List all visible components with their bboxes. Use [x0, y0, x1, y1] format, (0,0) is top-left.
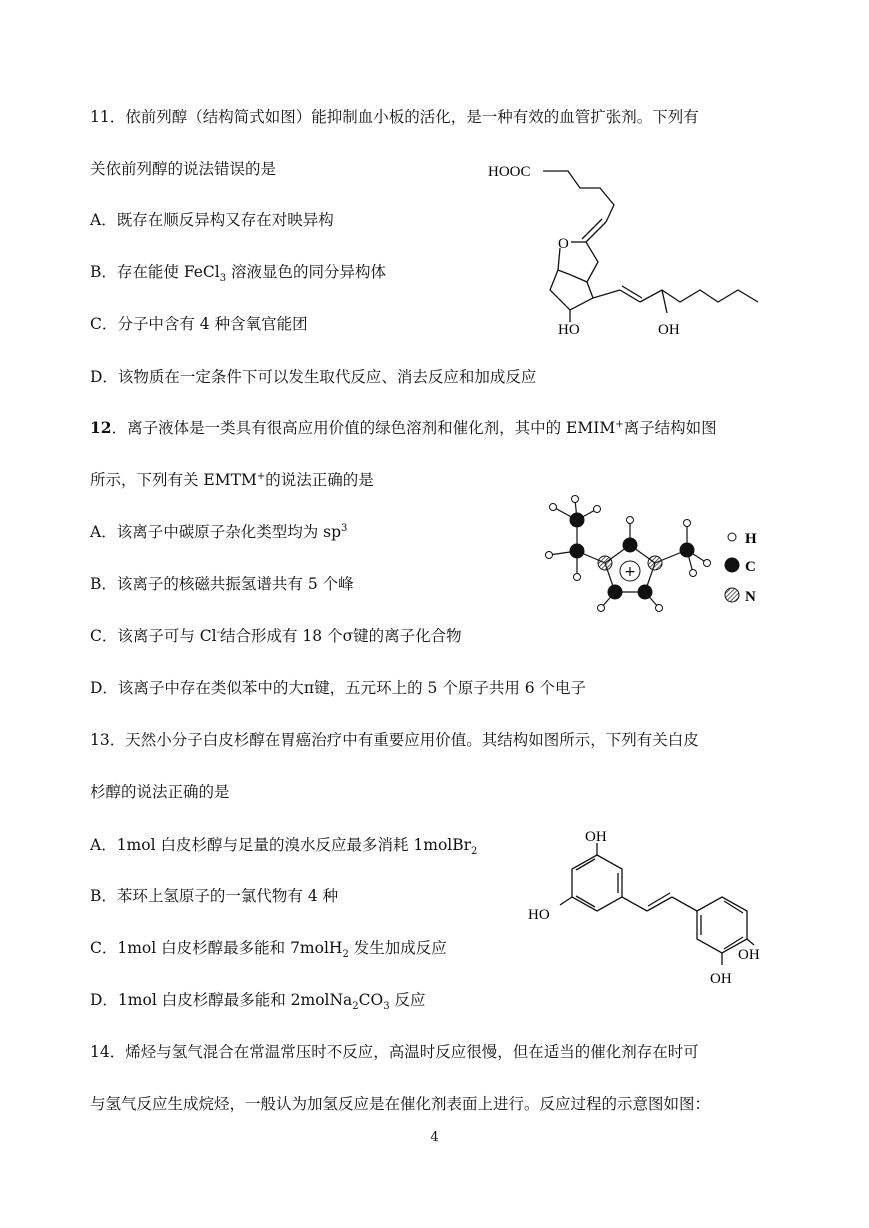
- q11-figure-o-label: O: [558, 236, 569, 252]
- q12-stem-text1-post: 离子结构如图: [623, 419, 717, 437]
- q13-option-d-mid: CO: [358, 991, 384, 1009]
- q11-option-b-sub: 3: [219, 273, 227, 285]
- q12-legend-c: C: [745, 559, 756, 575]
- q13-option-d-sub1: 2: [352, 1001, 359, 1013]
- q12-number: 12: [90, 418, 112, 437]
- q12-stem-sup2: +: [256, 470, 266, 482]
- q13-option-d: [90, 990, 426, 1013]
- q11-option-b-formula: FeCl: [183, 263, 220, 281]
- q14-stem-line1: [90, 1042, 699, 1062]
- q11-option-b-post: 溶液显色的同分异构体: [226, 263, 387, 281]
- q13-figure-oh-top: OH: [585, 829, 607, 845]
- q12-option-d: D．该离子中存在类似苯中的大π键，五元环上的 5 个原子共用 6 个电子: [90, 679, 587, 697]
- q12-figure-charge: +: [624, 564, 636, 580]
- q14-stem-text1: 烯烃与氢气混合在常温常压时不反应，高温时反应很慢，但在适当的催化剂存在时可: [125, 1043, 699, 1061]
- q13-option-d-text: D．1mol 白皮杉醇最多能和 2molNa: [90, 991, 353, 1009]
- q12-option-a: [90, 522, 347, 542]
- q12-option-a-text: A．该离子中碳原子杂化类型均为 sp: [90, 523, 341, 541]
- q13-number: 13．: [90, 731, 126, 749]
- q13-stem-text1: 天然小分子白皮杉醇在胃癌治疗中有重要应用价值。其结构如图所示，下列有关白皮: [125, 731, 699, 749]
- q13-option-c: [90, 938, 447, 961]
- q13-figure-oh-right: OH: [738, 947, 760, 963]
- q13-option-a: [90, 835, 478, 858]
- page-number: 4: [430, 1130, 439, 1145]
- q12-stem-line2: [90, 470, 374, 490]
- q12-structure-figure: [535, 495, 765, 625]
- q11-option-d: D．该物质在一定条件下可以发生取代反应、消去反应和加成反应: [90, 368, 537, 386]
- q13-stem-line1: [90, 730, 699, 750]
- q13-option-c-post: 发生加成反应: [348, 939, 447, 957]
- q11-stem-line1: [90, 107, 699, 127]
- q13-option-b: B．苯环上氢原子的一氯代物有 4 种: [90, 887, 339, 905]
- q12-stem-sup1: +: [615, 418, 624, 430]
- q12-option-a-sup: 3: [341, 522, 348, 534]
- q13-option-a-sub: 2: [471, 846, 478, 858]
- q13-figure-ho-left: HO: [528, 907, 550, 923]
- q13-option-c-sub: 2: [342, 949, 349, 961]
- q12-stem-line1: [90, 418, 717, 438]
- q12-stem-text2-post: 的说法正确的是: [265, 471, 374, 489]
- q12-option-c: [90, 626, 462, 646]
- q11-structure-figure: [480, 150, 780, 350]
- q12-stem-text1: ．离子液体是一类具有很高应用价值的绿色溶剂和催化剂，其中的 EMIM: [111, 419, 616, 437]
- q11-option-a: A．既存在顺反异构又存在对映异构: [90, 211, 334, 229]
- q11-stem-text1: 依前列醇（结构简式如图）能抑制血小板的活化，是一种有效的血管扩张剂。下列有: [125, 108, 699, 126]
- q12-legend-h: H: [745, 531, 757, 547]
- q14-stem-line2: 与氢气反应生成烷烃，一般认为加氢反应是在催化剂表面上进行。反应过程的示意图如图：: [90, 1095, 711, 1113]
- q11-stem-line2: 关依前列醇的说法错误的是: [90, 160, 277, 178]
- q12-stem-text2: 所示，下列有关 EMTM: [90, 471, 257, 489]
- q12-option-c-text: C．该离子可与 Cl: [90, 627, 217, 645]
- q11-option-c: C．分子中含有 4 种含氧官能团: [90, 315, 308, 333]
- q12-option-c-post: 结合形成有 18 个σ键的离子化合物: [220, 627, 462, 645]
- q12-option-c-sup: -: [216, 626, 220, 638]
- q14-number: 14．: [90, 1043, 126, 1061]
- q13-option-a-text: A．1mol 白皮杉醇与足量的溴水反应最多消耗 1molBr: [90, 836, 472, 854]
- q13-structure-figure: [522, 825, 772, 995]
- q13-figure-oh-bottom: OH: [710, 971, 732, 987]
- q11-option-b: [90, 262, 387, 285]
- q13-option-d-sub2: 3: [383, 1001, 390, 1013]
- q11-figure-cooh-label: HOOC: [488, 164, 531, 180]
- q12-option-b: B．该离子的核磁共振氢谱共有 5 个峰: [90, 575, 354, 593]
- q11-option-b-pre: B．存在能使: [90, 263, 184, 281]
- q11-number: 11．: [90, 108, 126, 126]
- q13-option-d-post: 反应: [389, 991, 426, 1009]
- q11-figure-ho-label: HO: [558, 322, 580, 338]
- q13-stem-line2: 杉醇的说法正确的是: [90, 783, 230, 801]
- q13-option-c-text: C．1mol 白皮杉醇最多能和 7molH: [90, 939, 343, 957]
- q11-figure-oh-label: OH: [658, 322, 680, 338]
- q12-legend-n: N: [745, 589, 756, 605]
